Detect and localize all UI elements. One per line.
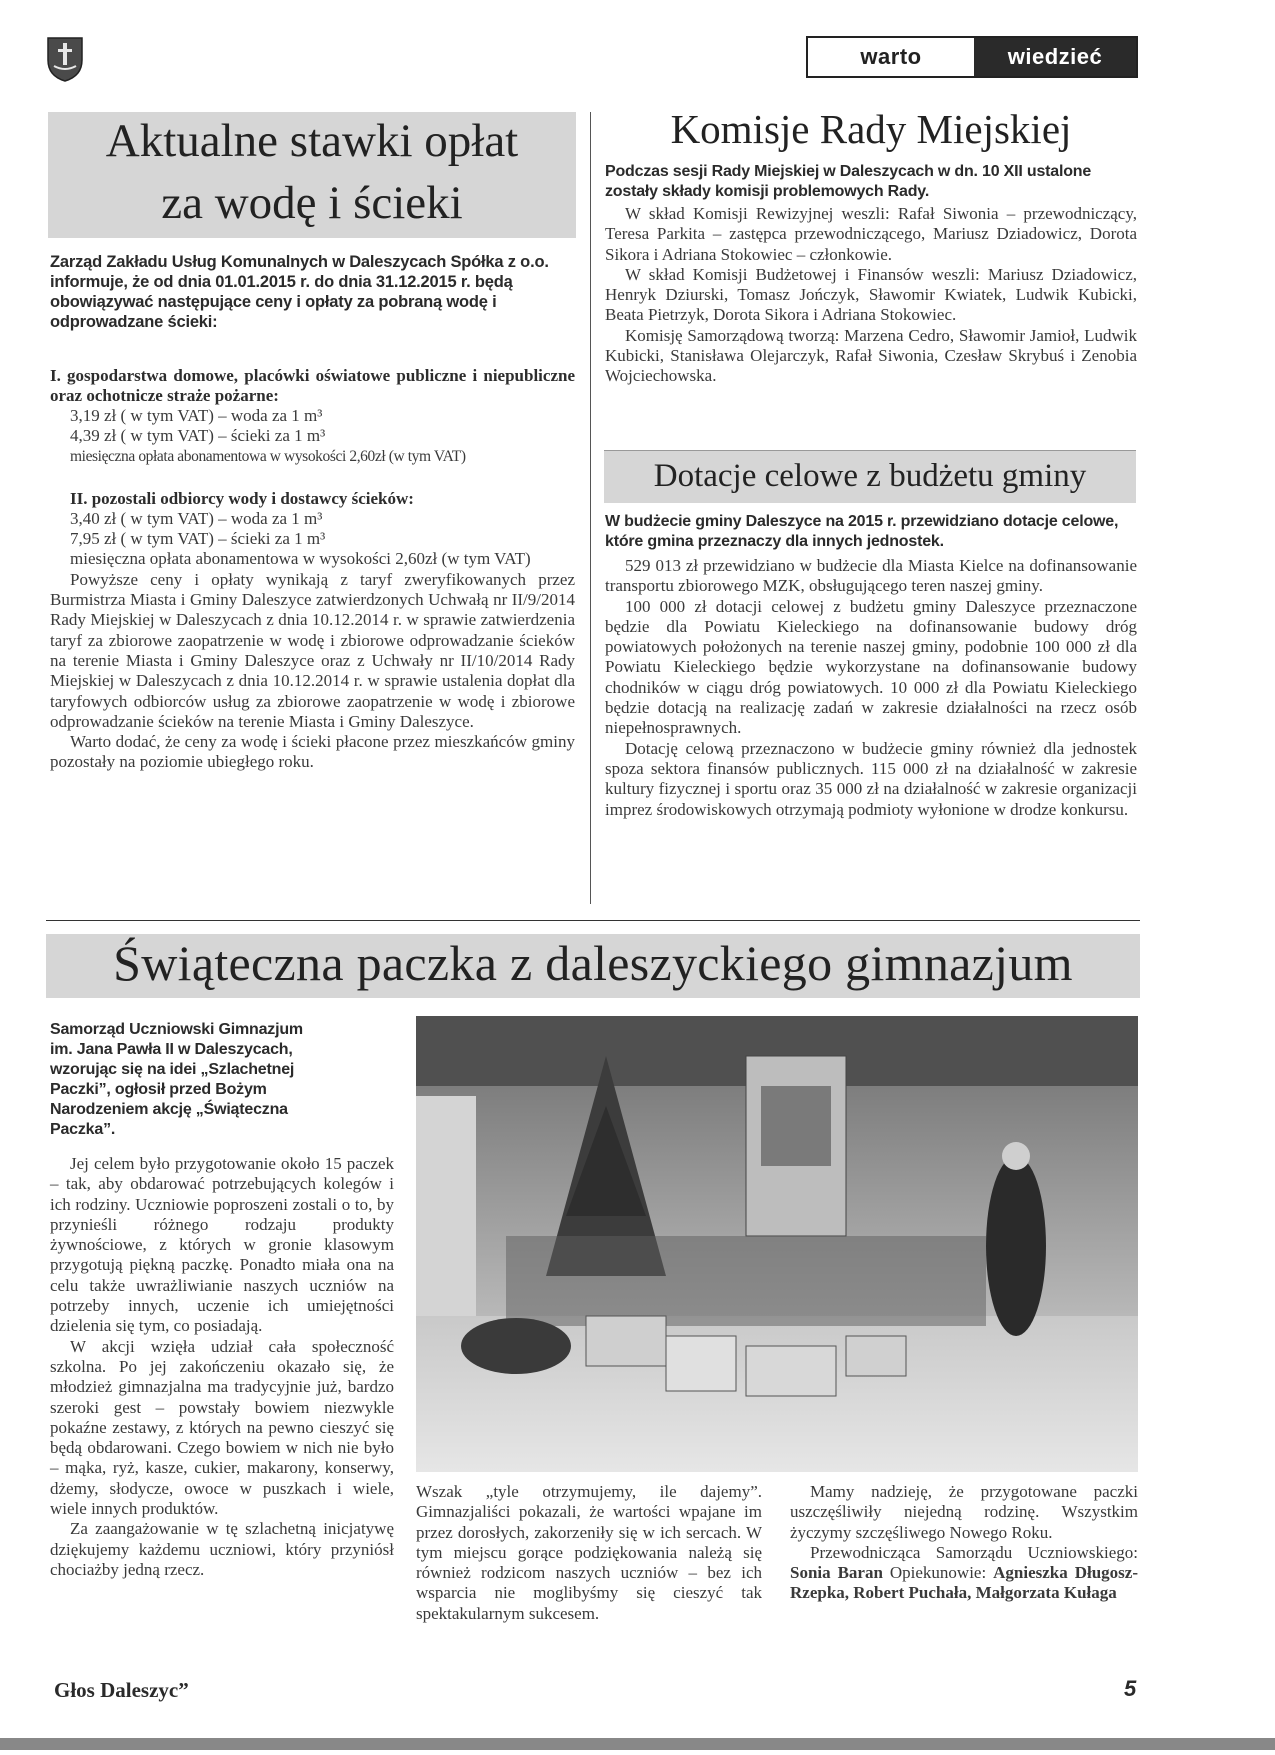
paczka-mid-body: [416, 1482, 762, 1624]
badge-warto: warto: [860, 44, 922, 69]
paczka-lead: Samorząd Uczniowski Gimnazjum im. Jana Pawła II w Daleszycach, wzorując się na idei „Szlachetnej Paczki”, ogłosił przed Bożym Narodzeniem akcję „Świąteczna Paczka”.: [50, 1021, 303, 1138]
water-sec2-line3: miesięczna opłata abonamentowa w wysokości 2,60zł (w tym VAT): [70, 549, 531, 569]
komisje-lead: Podczas sesji Rady Miejskiej w Daleszycach w dn. 10 XII ustalone zostały składy komisji problemowych Rady.: [605, 163, 1092, 200]
paczka-p3: Za zaangażowanie w tę szlachetną inicjatywę dziękujemy każdemu uczniowi, który przyniósł chociażby jedną rzecz.: [50, 1519, 394, 1579]
komisje-p1: W skład Komisji Rewizyjnej weszli: Rafał Siwonia – przewodniczący, Teresa Parkita – zastępca przewodniczącego, Mariusz Dziadowicz, Dorota Sikora i Adriana Stokowiec – członkowie.: [605, 204, 1137, 264]
water-title-line1: Aktualne stawki opłat: [105, 115, 519, 167]
footer-title: Głos Daleszyc”: [54, 1678, 189, 1702]
dotacje-p2: 100 000 zł dotacji celowej z budżetu gminy Daleszyce przeznaczone będzie dla Powiatu Kieleckiego na dofinansowanie budowy dróg powiatowych położonych na terenie naszej gminy, podobnie 100 000 zł dla Powiatu Kieleckiego będzie wykorzystane na dofinansowanie budowy chodników w ciągu dróg powiatowych. 10 000 zł dla Powiatu Kieleckiego będzie dotacją na realizację zadań w zakresie działalności na rzecz osób niepełnosprawnych.: [605, 596, 1137, 738]
town-crest: [46, 36, 84, 82]
water-body: [50, 366, 575, 773]
dotacje-lead: W budżecie gminy Daleszyce na 2015 r. przewidziano dotacje celowe, które gmina przeznaczy dla innych jednostek.: [605, 513, 1119, 550]
paczka-p1: Jej celem było przygotowanie około 15 paczek – tak, aby obdarować potrzebujących kolegów i ich rodziny. Uczniowie poproszeni zostali o to, by przynieśli różnego rodzaju produkty żywnościowe, z których w gronie klasowym przygotują piękną paczkę. Ponadto miała ona na celu także uwrażliwianie naszych uczniów na potrzeby innych, uczenie ich umiejętności dzielenia się tym, co posiadają.: [50, 1154, 394, 1336]
paczka-right2-bold2: Agnieszka Długosz-Rzepka, Robert Puchała, Małgorzata Kułaga: [790, 1563, 1138, 1603]
water-sec2-title: II. pozostali odbiorcy wody i dostawcy ścieków:: [70, 488, 414, 508]
paczka-right2-bold1: Sonia Baran: [790, 1563, 883, 1583]
paczka-right1: Mamy nadzieję, że przygotowane paczki uszczęśliwiły niejedną rodzinę. Wszystkim życzymy szczęśliwego Nowego Roku.: [790, 1482, 1138, 1542]
komisje-p2: W skład Komisji Budżetowej i Finansów weszli: Mariusz Dziadowicz, Henryk Dziurski, Tomasz Jończyk, Sławomir Kwiatek, Ludwik Kubicki, Beata Pietrzyk, Dorota Sikora i Adriana Stokowiec.: [605, 264, 1137, 325]
water-title-line2: za wodę i ścieki: [161, 177, 463, 229]
water-sec1-line1: 3,19 zł ( w tym VAT) – woda za 1 m³: [70, 406, 323, 425]
dotacje-title: Dotacje celowe z budżetu gminy: [653, 458, 1087, 494]
water-sec1-line2: 4,39 zł ( w tym VAT) – ścieki za 1 m³: [70, 426, 326, 446]
paczka-right-body: [790, 1482, 1138, 1604]
komisje-body: [605, 204, 1137, 387]
paczka-right2-plain: Przewodnicząca Samorządu Uczniowskiego:: [810, 1542, 1138, 1562]
page-number: 5: [1124, 1676, 1137, 1701]
paczka-mid: Wszak „tyle otrzymujemy, ile dajemy”. Gimnazjaliści pokazali, że wartości wpajane im przez dorosłych, zakorzeniły się w ich sercach. W tym miejscu gorące podziękowania należą się również rodzicom naszych uczniów – bez ich wsparcia nie moglibyśmy się cieszyć tak spektakularnym sukcesem.: [416, 1482, 762, 1623]
column-divider: [590, 112, 591, 904]
paczka-right2-mid: Opiekunowie:: [882, 1563, 994, 1583]
paczka-p2: W akcji wzięła udział cała społeczność szkolna. Po jej zakończeniu okazało się, że młodzież gimnazjalna ma tradycyjnie już, bardzo szeroki gest – powstały bowiem niezwykle pokaźne zestawy, z których na pewno cieszyć się będą obdarowani. Czego bowiem w nich nie było – mąka, ryż, kasze, cukier, makarony, konserwy, dżemy, słodycze, owoce w puszkach i wiele, wiele innych produktów.: [50, 1336, 394, 1519]
section-separator: [46, 920, 1140, 921]
water-para2: Warto dodać, że ceny za wodę i ścieki płacone przez mieszkańców gminy pozostały na poziomie ubiegłego roku.: [50, 732, 575, 772]
paczka-left-body: [50, 1154, 394, 1580]
water-para1: Powyższe ceny i opłaty wynikają z taryf zweryfikowanych przez Burmistrza Miasta i Gminy Daleszyce zatwierdzonych Uchwałą nr II/9/2014 Rady Miejskiej w Daleszycach z dnia 10.12.2014 r. w sprawie zatwierdzenia taryf za zbiorowe zaopatrzenie w wodę i zbiorowe odprowadzanie ścieków na terenie Miasta i Gminy Daleszyce oraz z Uchwały nr II/10/2014 Rady Miejskiej w Daleszycach z dnia 10.12.2014 r. w sprawie ustalenia dopłat dla taryfowych odbiorców usług za zbiorowe zaopatrzenie w wodę i zbiorowe odprowadzanie ścieków na terenie Miasta i Gminy Daleszyce.: [50, 569, 575, 731]
komisje-p3: Komisję Samorządową tworzą: Marzena Cedro, Sławomir Jamioł, Ludwik Kubicki, Stanisława Olejarczyk, Rafał Siwonia, Czesław Skrybuś i Zenobia Wojciechowska.: [605, 325, 1137, 386]
water-sec2-line2: 7,95 zł ( w tym VAT) – ścieki za 1 m³: [70, 529, 326, 549]
water-sec2-line1: 3,40 zł ( w tym VAT) – woda za 1 m³: [70, 508, 323, 528]
group-photo: [416, 1016, 1138, 1472]
badge-wiedziec: wiedzieć: [974, 38, 1136, 76]
water-lead: Zarząd Zakładu Usług Komunalnych w Daleszycach Spółka z o.o. informuje, że od dnia 01.01.2015 r. do dnia 31.12.2015 r. będą obowiązywać następujące ceny i opłaty za pobraną wodę i odprowadzane ścieki:: [50, 253, 549, 331]
water-sec1-title: I. gospodarstwa domowe, placówki oświatowe publiczne i niepubliczne oraz ochotnicze straże pożarne:: [50, 366, 575, 405]
komisje-title: Komisje Rady Miejskiej: [670, 106, 1072, 152]
paczka-right2: [790, 1543, 1138, 1604]
paczka-title: Świąteczna paczka z daleszyckiego gimnazjum: [113, 935, 1073, 991]
water-sec1-line3: miesięczna opłata abonamentowa w wysokości 2,60zł (w tym VAT): [70, 447, 466, 465]
dotacje-body: [605, 556, 1137, 820]
dotacje-p3: Dotację celową przeznaczono w budżecie gminy również dla jednostek spoza sektora finansów publicznych. 115 000 zł na działalność w zakresie kultury fizycznej i sportu oraz 35 000 zł na działalność w zakresie organizacji imprez środowiskowych otrzymają podmioty wyłonione w drodze konkursu.: [605, 738, 1137, 819]
section-header-badge: [806, 36, 1138, 78]
dotacje-p1: 529 013 zł przewidziano w budżecie dla Miasta Kielce na dofinansowanie transportu zbiorowego MZK, obsługującego teren naszej gminy.: [605, 556, 1137, 596]
bottom-edge-bar: [0, 1738, 1275, 1750]
